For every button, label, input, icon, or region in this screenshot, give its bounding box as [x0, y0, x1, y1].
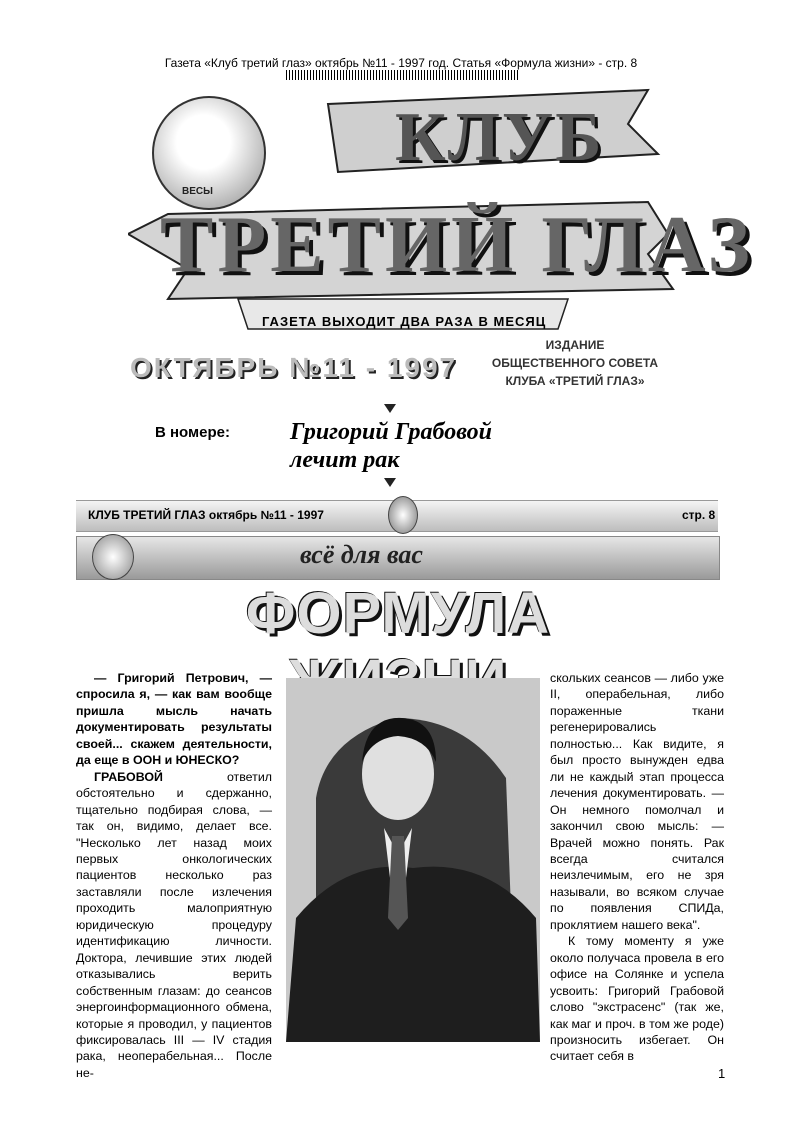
section-ribbon-text: всё для вас — [300, 540, 423, 569]
in-issue-title — [290, 418, 492, 474]
portrait-illustration — [286, 678, 540, 1042]
unicorn-logo-icon — [388, 496, 418, 534]
triangle-marker-icon — [384, 478, 396, 487]
publisher-line: ОБЩЕСТВЕННОГО СОВЕТА — [491, 356, 659, 370]
article-column-2 — [550, 670, 724, 1065]
article-paragraph: К тому моменту я уже около получаса провела в его офисе на Солянке и успела усвоить: Григорий Грабовой слово "экстрасенс" (так же, как маг и проч. в том же роде) произносить избегает. Он считает себя в — [550, 934, 724, 1064]
publisher-line: ИЗДАНИЕ — [545, 338, 605, 352]
masthead-date: ОКТЯБРЬ №11 - 1997 — [130, 352, 458, 383]
article-paragraph: скольких сеансов — либо уже II, операбельная, либо пораженные ткани регенерировались полностью... Как видите, я был просто вынужден едва ли не каждый этап процесса лечения документировать. — Он немного помолчал и закончил свою мысль: — Врачей можно понять. Рак всегда считался неизлечимым, его не зря называли, во всяком случае по появления СПИДа, проклятием нашего века". — [550, 671, 724, 932]
masthead-subtitle: ГАЗЕТА ВЫХОДИТ ДВА РАЗА В МЕСЯЦ — [262, 314, 547, 329]
page-number: 1 — [718, 1066, 726, 1081]
emblem-label: ВЕСЫ — [182, 186, 213, 197]
article-lead: — Григорий Петрович, — спросила я, — как вам вообще пришла мысль начать документировать результаты своей... скажем деятельности, да еще в ООН и ЮНЕСКО? — [76, 671, 272, 768]
page-header-left: КЛУБ ТРЕТИЙ ГЛАЗ октябрь №11 - 1997 — [88, 508, 324, 522]
scales-emblem-icon — [92, 534, 134, 580]
article-column-1 — [76, 670, 272, 1081]
publisher-line: КЛУБА «ТРЕТИЙ ГЛАЗ» — [505, 374, 645, 388]
page-caption: Газета «Клуб третий глаз» октябрь №11 - 1997 год. Статья «Формула жизни» - стр. 8 — [164, 56, 638, 70]
masthead-publisher — [470, 336, 680, 390]
in-issue-label: В номере: — [155, 424, 230, 441]
paragraph-text: ответил обстоятельно и сдержанно, тщательно подбирая слова, — так он, видимо, делает все. "Несколько лет назад моих первых онкологических пациентов несколько раз заставляли после излечения проходить малоприятную юридическую процедуру идентификацию личности. Доктора, лечившие этих людей отказывались верить собственным глазам: до сеансов энергоинформационного обмена, которые я проводил, у пациентов фиксировалась III — IV стадия рака, неоперабельная... После не- — [76, 769, 272, 1080]
article-headline: ФОРМУЛА — [245, 581, 551, 646]
masthead-title-third-eye: ТРЕТИЙ ГЛАЗ — [160, 201, 754, 289]
in-issue-title-line: Григорий Грабовой — [290, 419, 492, 445]
page-header-right: стр. 8 — [682, 508, 716, 522]
barcode-strip — [286, 70, 520, 80]
portrait-photo — [286, 678, 540, 1042]
speaker-name: ГРАБОВОЙ — [94, 769, 163, 784]
masthead-title-club: КЛУБ — [395, 99, 604, 176]
in-issue-title-line: лечит рак — [290, 447, 400, 473]
article-paragraph — [76, 769, 272, 1082]
triangle-marker-icon — [384, 404, 396, 413]
